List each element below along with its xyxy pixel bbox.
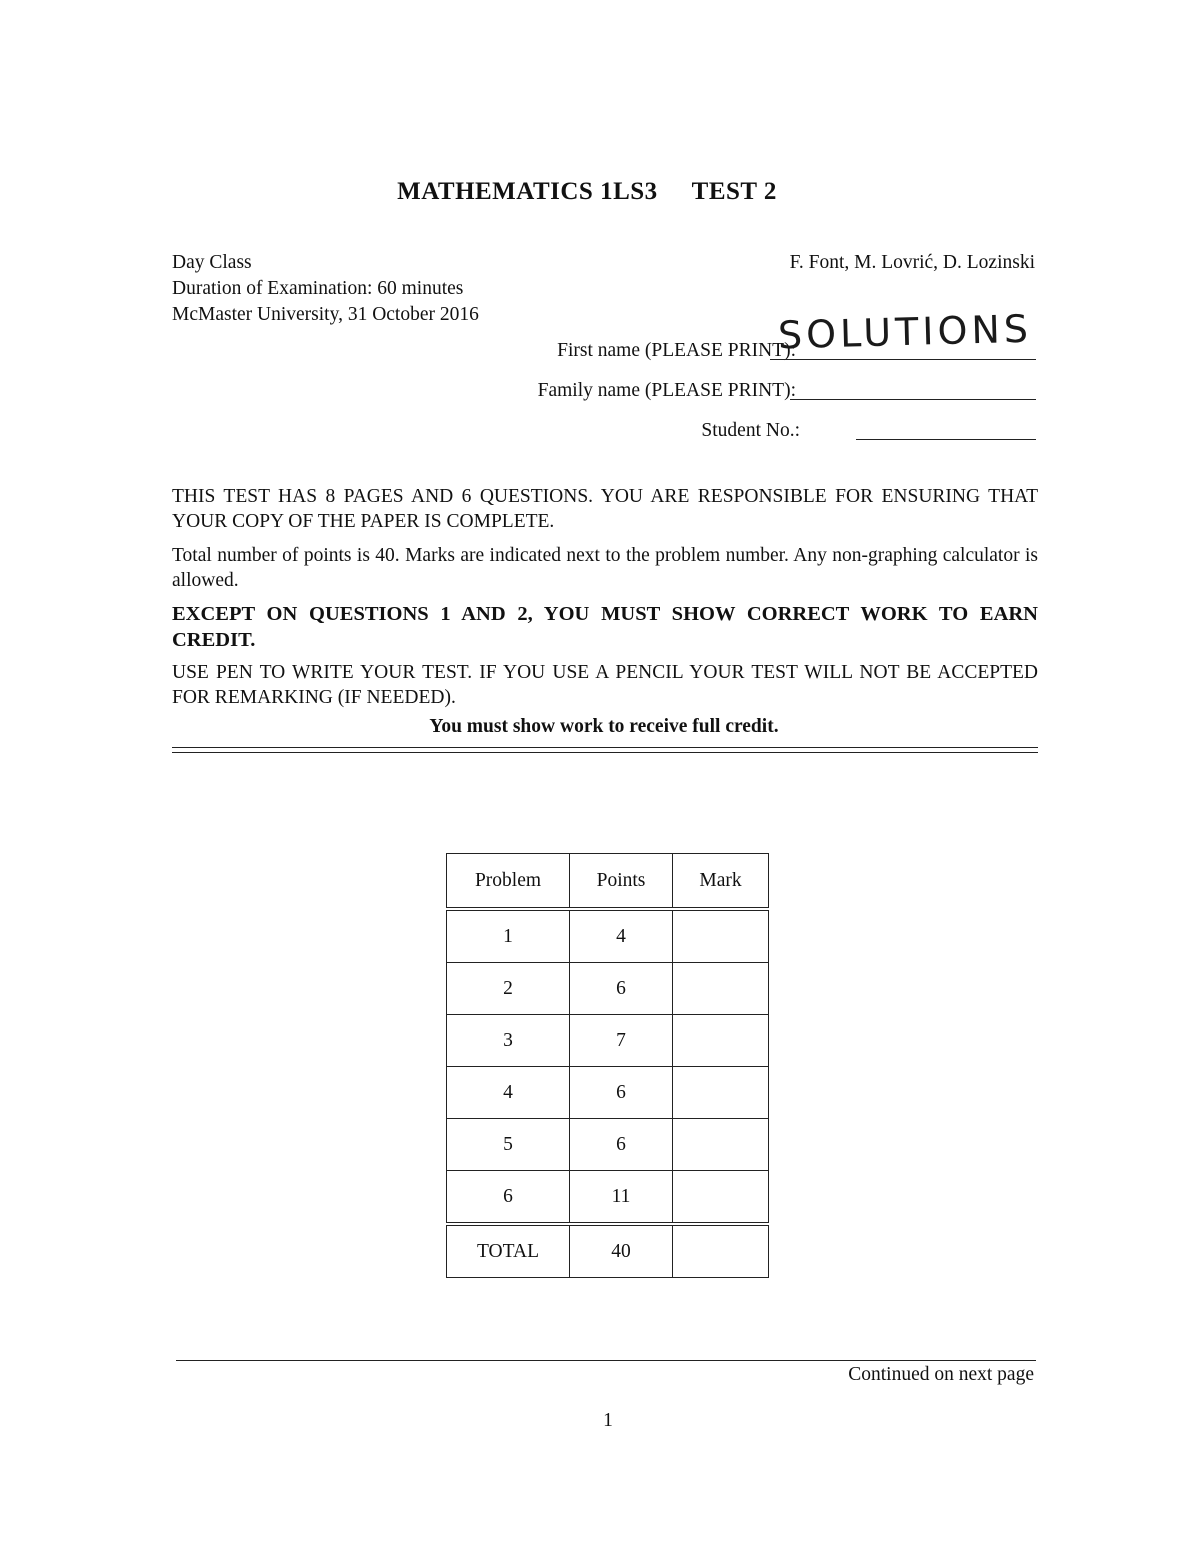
test-name: TEST 2 xyxy=(691,178,777,205)
table-row xyxy=(447,1119,769,1171)
total-label: TOTAL xyxy=(447,1224,570,1278)
first-name-label: First name (PLEASE PRINT): xyxy=(557,340,796,361)
table-row xyxy=(447,963,769,1015)
page-number: 1 xyxy=(603,1410,613,1431)
footer-divider xyxy=(176,1360,1036,1361)
institution-date: McMaster University, 31 October 2016 xyxy=(172,304,479,325)
points-cell: 7 xyxy=(570,1015,673,1067)
header-mark: Mark xyxy=(673,854,769,910)
continued-note: Continued on next page xyxy=(848,1364,1034,1385)
first-name-value[interactable]: SOLUTIONS xyxy=(777,306,1033,358)
exam-duration: Duration of Examination: 60 minutes xyxy=(172,278,464,299)
total-mark[interactable] xyxy=(673,1224,769,1278)
student-no-field[interactable] xyxy=(856,439,1036,440)
mark-cell[interactable] xyxy=(673,1119,769,1171)
total-row xyxy=(447,1224,769,1278)
problem-cell: 6 xyxy=(447,1171,570,1225)
family-name-field[interactable] xyxy=(790,399,1036,400)
table-row xyxy=(447,1067,769,1119)
header-points: Points xyxy=(570,854,673,910)
points-cell: 4 xyxy=(570,909,673,963)
mark-cell[interactable] xyxy=(673,1067,769,1119)
section-divider xyxy=(172,747,1038,753)
table-row xyxy=(447,1171,769,1225)
table-row xyxy=(447,909,769,963)
table-row xyxy=(447,1015,769,1067)
family-name-label: Family name (PLEASE PRINT): xyxy=(537,380,796,401)
score-table-header xyxy=(447,854,769,910)
mark-cell[interactable] xyxy=(673,1171,769,1225)
score-table xyxy=(446,853,769,1278)
course-name: MATHEMATICS 1LS3 xyxy=(397,178,658,205)
points-cell: 11 xyxy=(570,1171,673,1225)
exam-title xyxy=(0,178,1174,206)
points-cell: 6 xyxy=(570,1119,673,1171)
problem-cell: 3 xyxy=(447,1015,570,1067)
header-problem: Problem xyxy=(447,854,570,910)
mark-cell[interactable] xyxy=(673,909,769,963)
exam-meta xyxy=(172,250,479,328)
mark-cell[interactable] xyxy=(673,1015,769,1067)
student-no-label: Student No.: xyxy=(701,420,800,441)
pen-notice: USE PEN TO WRITE YOUR TEST. IF YOU USE A PENCIL YOUR TEST WILL NOT BE ACCEPTED FOR REMARKING (IF NEEDED). xyxy=(172,662,1038,708)
problem-cell: 1 xyxy=(447,909,570,963)
total-points: 40 xyxy=(570,1224,673,1278)
class-type: Day Class xyxy=(172,252,252,273)
points-cell: 6 xyxy=(570,963,673,1015)
points-notice: Total number of points is 40. Marks are indicated next to the problem number. Any non-graphing calculator is allowed. xyxy=(172,545,1038,591)
show-work-notice: You must show work to receive full credit. xyxy=(429,716,779,737)
instructors: F. Font, M. Lovrić, D. Lozinski xyxy=(789,252,1035,273)
first-name-line[interactable] xyxy=(770,359,1036,360)
problem-cell: 4 xyxy=(447,1067,570,1119)
work-notice: EXCEPT ON QUESTIONS 1 AND 2, YOU MUST SHOW CORRECT WORK TO EARN CREDIT. xyxy=(172,603,1038,651)
mark-cell[interactable] xyxy=(673,963,769,1015)
problem-cell: 2 xyxy=(447,963,570,1015)
problem-cell: 5 xyxy=(447,1119,570,1171)
pages-notice: THIS TEST HAS 8 PAGES AND 6 QUESTIONS. YOU ARE RESPONSIBLE FOR ENSURING THAT YOUR COPY OF THE PAPER IS COMPLETE. xyxy=(172,486,1038,532)
points-cell: 6 xyxy=(570,1067,673,1119)
